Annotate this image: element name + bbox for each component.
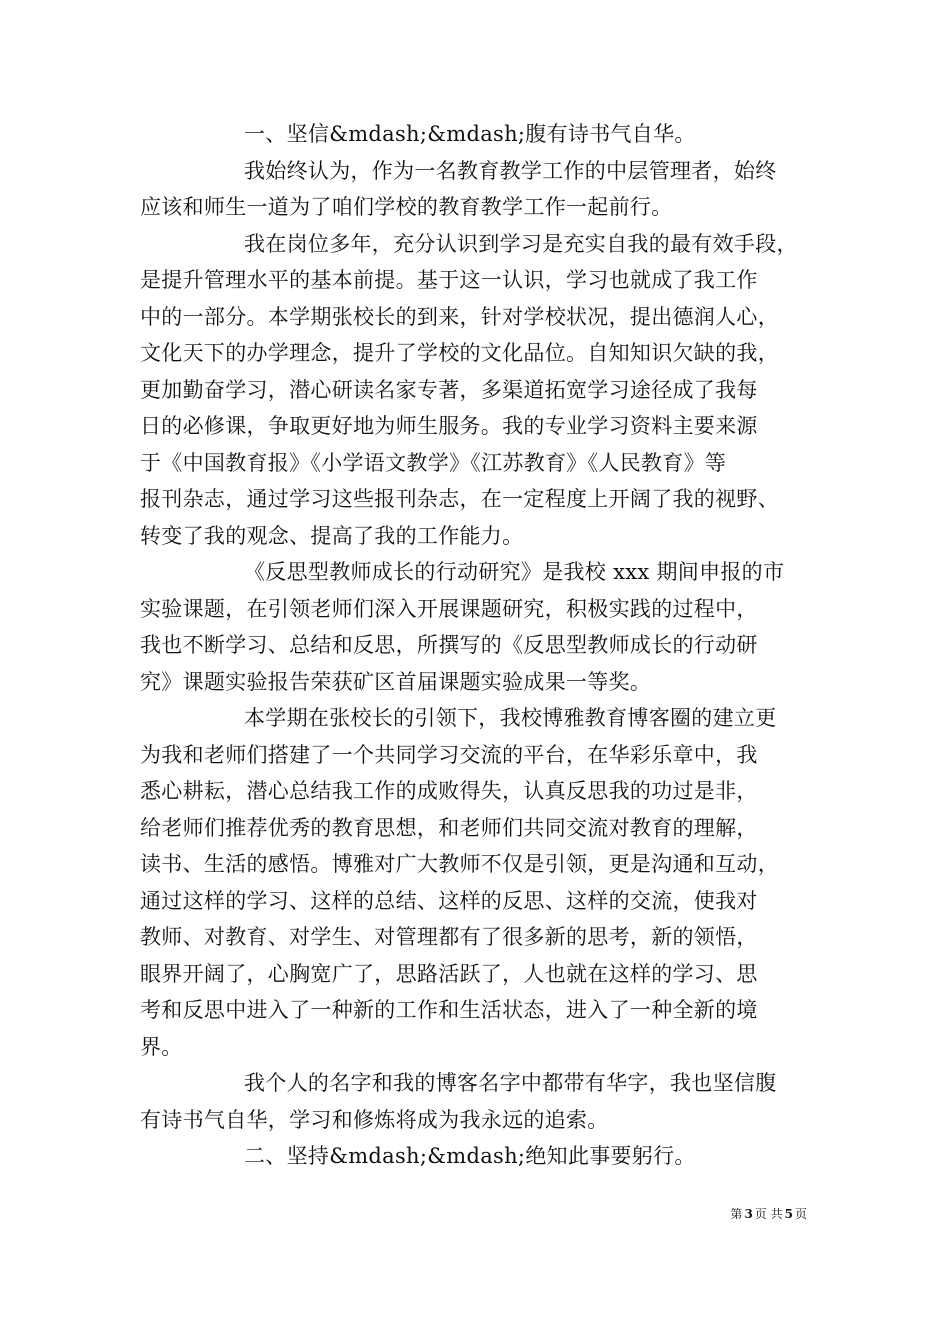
current-page-number: 3 — [744, 1207, 753, 1221]
text-line: 有诗书气自华，学习和修炼将成为我永远的追索。 — [140, 1107, 609, 1132]
text-line: 二、坚持&mdash;&mdash;绝知此事要躬行。 — [244, 1144, 696, 1168]
text-line: 中的一部分。本学期张校长的到来，针对学校状况，提出德润人心， — [140, 304, 779, 329]
text-line: 通过这样的学习、这样的总结、这样的反思、这样的交流，使我对 — [140, 888, 758, 913]
text-line: 报刊杂志，通过学习这些报刊杂志，在一定程度上开阔了我的视野、 — [140, 487, 779, 511]
text-line: 界。 — [140, 1034, 183, 1059]
text-line: 《反思型教师成长的行动研究》是我校 xxx 期间申报的市 — [244, 560, 785, 584]
text-line: 实验课题，在引领老师们深入开展课题研究，积极实践的过程中， — [140, 596, 758, 621]
text-line: 文化天下的办学理念，提升了学校的文化品位。自知知识欠缺的我， — [140, 341, 779, 365]
total-pages-number: 5 — [784, 1207, 793, 1221]
text-line: 读书、生活的感悟。博雅对广大教师不仅是引领，更是沟通和互动， — [140, 852, 779, 876]
document-body — [140, 116, 820, 1175]
page-footer — [730, 1206, 807, 1222]
text-line: 本学期在张校长的引领下，我校博雅教育博客圈的建立更 — [244, 706, 777, 730]
footer-prefix: 第 — [730, 1207, 743, 1221]
text-line: 于《中国教育报》《小学语文教学》《江苏教育》《人民教育》等 — [140, 450, 727, 475]
text-line: 更加勤奋学习，潜心研读名家专著，多渠道拓宽学习途径成了我每 — [140, 377, 758, 402]
text-line: 究》课题实验报告荣获矿区首届课题实验成果一等奖。 — [140, 669, 652, 694]
text-line: 教师、对教育、对学生、对管理都有了很多新的思考，新的领悟， — [140, 925, 758, 949]
text-line: 给老师们推荐优秀的教育思想，和老师们共同交流对教育的理解， — [140, 815, 758, 840]
footer-suffix: 页 — [794, 1207, 807, 1221]
text-line: 我始终认为，作为一名教育教学工作的中层管理者，始终 — [244, 158, 777, 183]
text-line: 眼界开阔了，心胸宽广了，思路活跃了，人也就在这样的学习、思 — [140, 961, 758, 986]
text-line: 日的必修课，争取更好地为师生服务。我的专业学习资料主要来源 — [140, 414, 758, 438]
text-line: 是提升管理水平的基本前提。基于这一认识，学习也就成了我工作 — [140, 268, 758, 292]
text-line: 我个人的名字和我的博客名字中都带有华字，我也坚信腹 — [244, 1071, 777, 1095]
text-line: 悉心耕耘，潜心总结我工作的成败得失，认真反思我的功过是非， — [140, 779, 758, 803]
text-line: 转变了我的观念、提高了我的工作能力。 — [140, 523, 524, 548]
footer-middle: 页 共 — [754, 1207, 783, 1221]
text-line: 应该和师生一道为了咱们学校的教育教学工作一起前行。 — [140, 195, 673, 219]
text-line: 考和反思中进入了一种新的工作和生活状态，进入了一种全新的境 — [140, 998, 758, 1022]
text-line: 我在岗位多年，充分认识到学习是充实自我的最有效手段， — [244, 231, 798, 256]
text-line: 一、坚信&mdash;&mdash;腹有诗书气自华。 — [244, 122, 696, 146]
text-line: 为我和老师们搭建了一个共同学习交流的平台，在华彩乐章中，我 — [140, 742, 758, 767]
text-line: 我也不断学习、总结和反思，所撰写的《反思型教师成长的行动研 — [140, 633, 758, 657]
